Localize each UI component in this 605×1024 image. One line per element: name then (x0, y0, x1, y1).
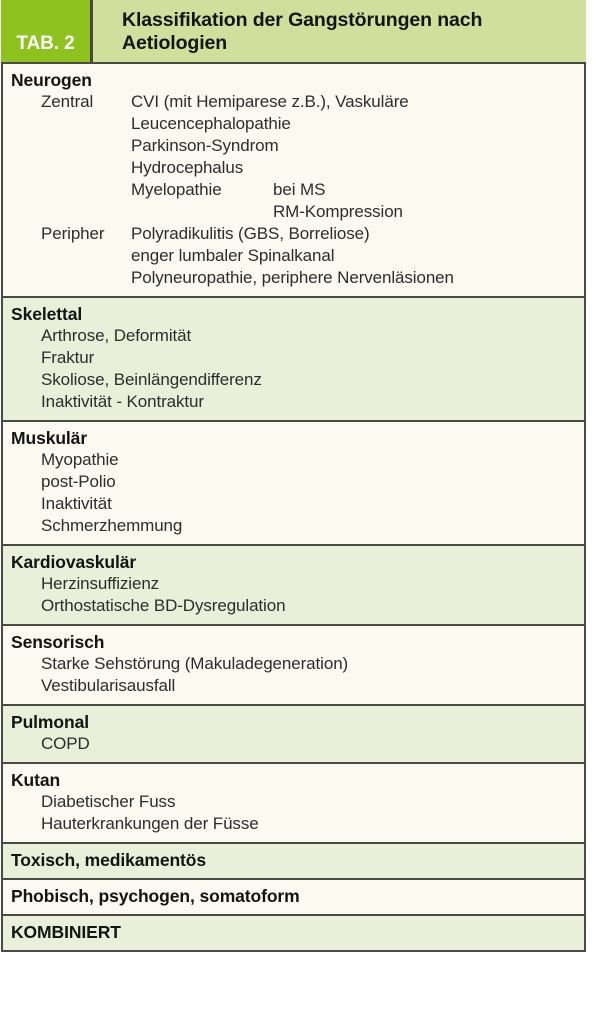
row-item: Vestibularisausfall (41, 676, 176, 695)
table-row (3, 201, 584, 223)
row-item: enger lumbaler Spinalkanal (131, 246, 335, 265)
section-kutan (3, 762, 584, 842)
table-row (3, 391, 584, 413)
section-title: Toxisch, medikamentös (11, 850, 206, 870)
section-title: Skelettal (11, 304, 83, 324)
section-kombiniert (3, 914, 584, 950)
table-row (3, 733, 584, 755)
section-title: Phobisch, psychogen, somatoform (11, 886, 300, 906)
table-row (3, 369, 584, 391)
row-item: Inaktivität (41, 494, 112, 513)
row-item: Orthostatische BD-Dysregulation (41, 596, 286, 615)
row-item: Polyneuropathie, periphere Nervenläsionen (131, 268, 454, 287)
row-item: COPD (41, 734, 90, 753)
section-sensorisch (3, 624, 584, 704)
section-skelettal (3, 296, 584, 420)
table-row (3, 449, 584, 471)
section-title: Neurogen (11, 70, 92, 90)
row-item: Diabetischer Fuss (41, 792, 176, 811)
table-row (3, 595, 584, 617)
row-item: Fraktur (41, 348, 95, 367)
row-item: Herzinsuffizienz (41, 574, 160, 593)
row-item: CVI (mit Hemiparese z.B.), Vaskuläre (131, 92, 409, 111)
table-title-box (93, 0, 586, 62)
row-subgroup: Zentral (41, 92, 94, 111)
row-item: Arthrose, Deformität (41, 326, 192, 345)
table-row (3, 135, 584, 157)
section-title: Muskulär (11, 428, 88, 448)
table-row (3, 791, 584, 813)
section-title: Kardiovaskulär (11, 552, 137, 572)
row-item: Inaktivität - Kontraktur (41, 392, 204, 411)
section-muskulaer (3, 420, 584, 544)
row-item: Skoliose, Beinlängendifferenz (41, 370, 262, 389)
tab-number-box (1, 0, 90, 62)
row-item: post-Polio (41, 472, 116, 491)
table-row (3, 325, 584, 347)
row-item: Myopathie (41, 450, 119, 469)
row-detail: RM-Kompression (273, 202, 403, 221)
table-row (3, 157, 584, 179)
classification-table (1, 0, 586, 952)
table-row (3, 267, 584, 289)
table-title: Klassifikation der Gangstörungen nach Aetiologien (122, 9, 483, 54)
section-title: Kutan (11, 770, 61, 790)
row-item: Hauterkrankungen der Füsse (41, 814, 259, 833)
section-toxisch (3, 842, 584, 878)
table-row (3, 223, 584, 245)
table-row (3, 113, 584, 135)
row-subgroup: Peripher (41, 224, 105, 243)
tab-number-label: TAB. 2 (16, 33, 75, 54)
table-row (3, 493, 584, 515)
table-row (3, 813, 584, 835)
row-item: Myelopathie (131, 180, 222, 199)
row-item: Polyradikulitis (GBS, Borreliose) (131, 224, 370, 243)
section-title: KOMBINIERT (11, 922, 121, 942)
table-row (3, 653, 584, 675)
table-row (3, 471, 584, 493)
table-body (1, 62, 586, 952)
row-item: Hydrocephalus (131, 158, 244, 177)
row-item: Schmerzhemmung (41, 516, 183, 535)
table-row (3, 245, 584, 267)
row-detail: bei MS (273, 180, 326, 199)
table-header (1, 0, 586, 62)
row-item: Leucencephalopathie (131, 114, 291, 133)
row-item: Parkinson-Syndrom (131, 136, 279, 155)
table-row (3, 573, 584, 595)
section-title: Pulmonal (11, 712, 89, 732)
table-row (3, 515, 584, 537)
section-phobisch (3, 878, 584, 914)
section-title: Sensorisch (11, 632, 105, 652)
section-pulmonal (3, 704, 584, 762)
row-item: Starke Sehstörung (Makuladegeneration) (41, 654, 349, 673)
section-neurogen (3, 64, 584, 296)
section-kardiovaskulaer (3, 544, 584, 624)
table-row (3, 91, 584, 113)
table-row (3, 179, 584, 201)
table-row (3, 675, 584, 697)
table-row (3, 347, 584, 369)
